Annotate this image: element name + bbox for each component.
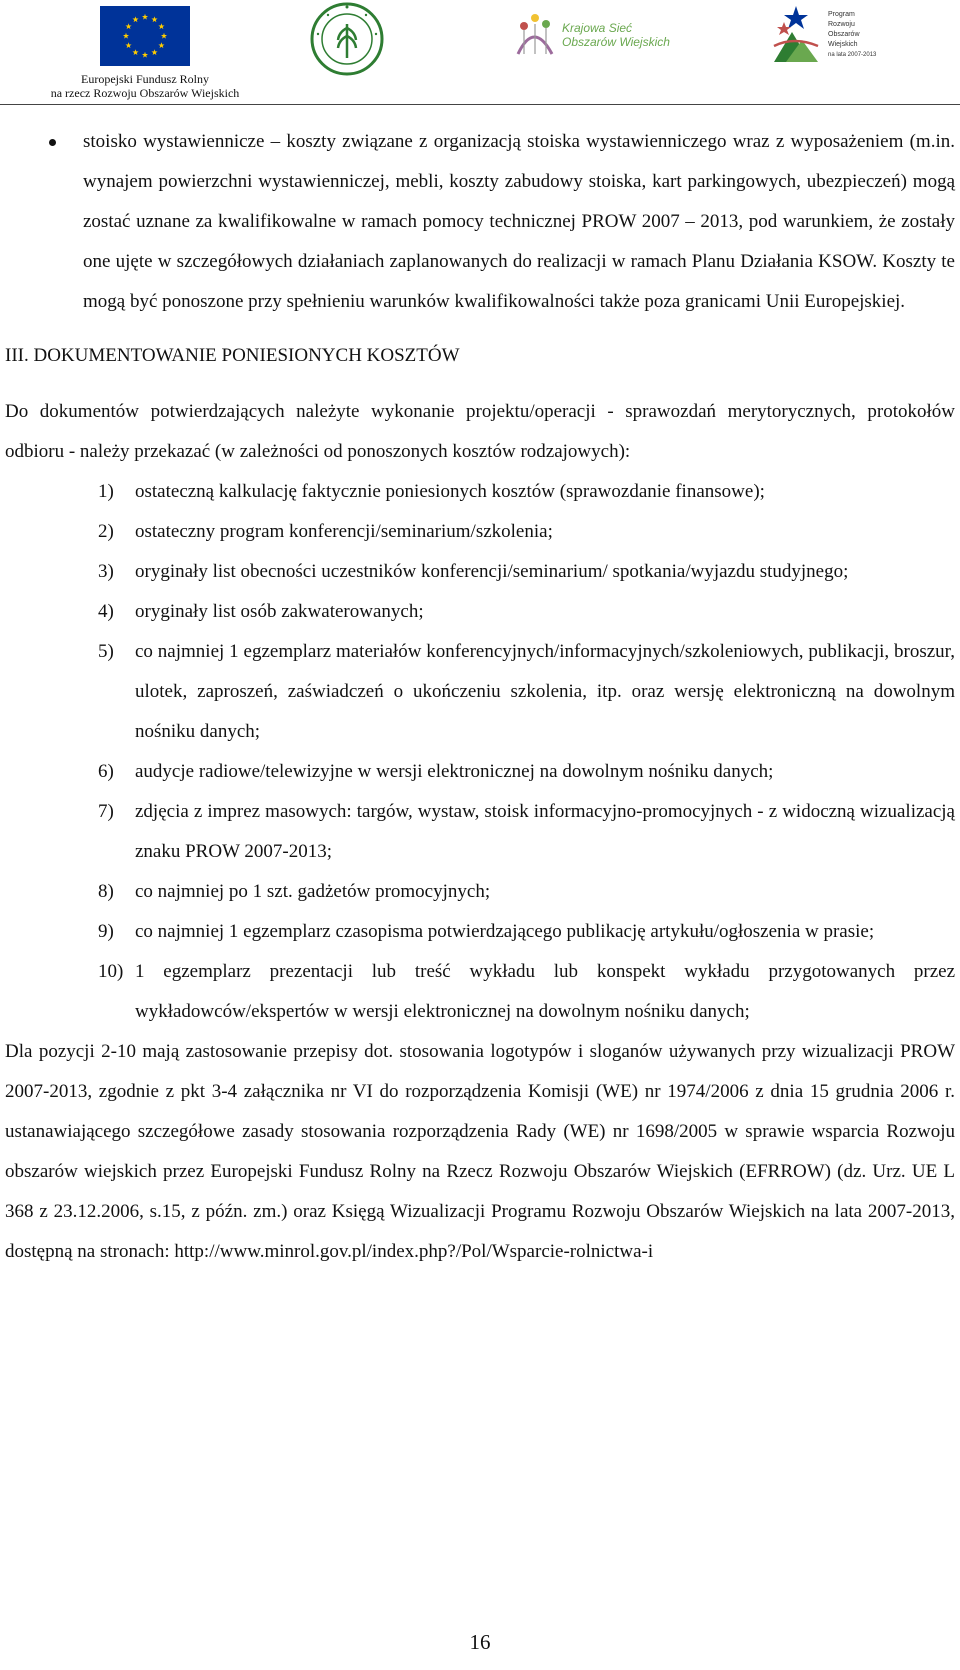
prow-text-line3: Obszarów: [828, 31, 860, 38]
prow-text-line5: na lata 2007-2013: [828, 52, 877, 58]
list-item: [5, 592, 955, 632]
list-item-text: co najmniej 1 egzemplarz czasopisma potwierdzającego publikację artykułu/ogłoszenia w prasie;: [135, 921, 875, 942]
list-item: [5, 872, 955, 912]
eu-caption-line2: na rzecz Rozwoju Obszarów Wiejskich: [50, 86, 240, 100]
list-item-text: co najmniej 1 egzemplarz materiałów konferencyjnych/informacyjnych/szkoleniowych, publikacji, broszur, ulotek, zaproszeń, zaświadczeń o ukończeniu szkolenia, itp. oraz wersję elektroniczną na dowolnym nośniku danych;: [135, 641, 955, 742]
list-item-text: zdjęcia z imprez masowych: targów, wystaw, stoisk informacyjno-promocyjnych - z widoczną wizualizacją znaku PROW 2007-2013;: [135, 801, 955, 862]
bullet-item: [5, 122, 955, 322]
list-item-number: 6): [98, 761, 114, 782]
list-item-text: co najmniej po 1 szt. gadżetów promocyjnych;: [135, 881, 491, 902]
list-item-number: 4): [98, 601, 114, 622]
eu-flag-icon: [100, 6, 190, 66]
prow-text-line4: Wiejskich: [828, 41, 858, 48]
list-item-number: 10): [98, 961, 124, 982]
eu-caption-line1: Europejski Fundusz Rolny: [81, 72, 209, 86]
eu-caption: [50, 72, 240, 100]
closing-paragraph: Dla pozycji 2-10 mają zastosowanie przepisy dot. stosowania logotypów i sloganów używanych przy wizualizacji PROW 2007-2013, zgodnie z pkt 3-4 załącznika nr VI do rozporządzenia Komisji (WE) nr 1974/2006 z dnia 15 grudnia 2006 r. ustanawiającego szczegółowe zasady stosowania rozporządzenia Rady (WE) nr 1698/2005 w sprawie wsparcia Rozwoju obszarów wiejskich przez Europejski Fundusz Rolny na Rzecz Rozwoju Obszarów Wiejskich (EFRROW) (dz. Urz. UE L 368 z 23.12.2006, s.15, z późn. zm.) oraz Księgą Wizualizacji Programu Rozwoju Obszarów Wiejskich na lata 2007-2013, dostępną na stronach: http://www.minrol.gov.pl/index.php?/Pol/Wsparcie-rolnictwa-i: [5, 1041, 955, 1262]
list-item-number: 2): [98, 521, 114, 542]
list-item-text: ostateczną kalkulację faktycznie poniesionych kosztów (sprawozdanie finansowe);: [135, 481, 765, 502]
ksow-text-line1: Krajowa Sieć: [562, 21, 633, 35]
list-item-number: 1): [98, 481, 114, 502]
ksow-text-line2: Obszarów Wiejskich: [562, 35, 670, 49]
list-item: [5, 632, 955, 752]
ksow-logo: [510, 4, 670, 66]
list-item: [5, 952, 955, 1032]
ministry-seal-logo: [310, 2, 384, 76]
list-item: [5, 472, 955, 512]
list-item-number: 5): [98, 641, 114, 662]
list-item-number: 3): [98, 561, 114, 582]
document-body: [5, 122, 955, 1272]
list-item: [5, 752, 955, 792]
list-item-text: ostateczny program konferencji/seminarium/szkolenia;: [135, 521, 553, 542]
section-heading: III. DOKUMENTOWANIE PONIESIONYCH KOSZTÓW: [5, 345, 460, 366]
bullet-dot-icon: [49, 139, 56, 146]
list-item-text: oryginały list osób zakwaterowanych;: [135, 601, 424, 622]
header-divider: [0, 104, 960, 105]
list-item: [5, 912, 955, 952]
eu-logo-block: [50, 6, 240, 100]
list-item: [5, 792, 955, 872]
prow-logo: [770, 2, 880, 68]
list-item: [5, 512, 955, 552]
list-item-text: audycje radiowe/telewizyjne w wersji elektronicznej na dowolnym nośniku danych;: [135, 761, 774, 782]
bullet-paragraph-text: stoisko wystawiennicze – koszty związane z organizacją stoiska wystawienniczego wraz z wyposażeniem (m.in. wynajem powierzchni wystawienniczej, mebli, koszty zabudowy stoiska, kart parkingowych, ubezpieczeń) mogą zostać uznane za kwalifikowalne w ramach pomocy technicznej PROW 2007 – 2013, pod warunkiem, że zostały one ujęte w szczegółowych działaniach zaplanowanych do realizacji w ramach Planu Działania KSOW. Koszty te mogą być ponoszone przy spełnieniu warunków kwalifikowalności także poza granicami Unii Europejskiej.: [83, 131, 955, 312]
list-item-text: oryginały list obecności uczestników konferencji/seminarium/ spotkania/wyjazdu studyjnego;: [135, 561, 849, 582]
prow-text-line2: Rozwoju: [828, 21, 855, 28]
list-item: [5, 552, 955, 592]
list-item-number: 8): [98, 881, 114, 902]
prow-text-line1: Program: [828, 11, 855, 18]
intro-paragraph: Do dokumentów potwierdzających należyte wykonanie projektu/operacji - sprawozdań merytorycznych, protokołów odbioru - należy przekazać (w zależności od ponoszonych kosztów rodzajowych):: [5, 401, 955, 462]
documents-list: [5, 472, 955, 1032]
page-number: 16: [469, 1630, 491, 1654]
page-header: [0, 0, 960, 106]
list-item-number: 7): [98, 801, 114, 822]
list-item-text: 1 egzemplarz prezentacji lub treść wykładu lub konspekt wykładu przygotowanych przez wykładowców/ekspertów w wersji elektronicznej na dowolnym nośniku danych;: [135, 961, 955, 1022]
list-item-number: 9): [98, 921, 114, 942]
